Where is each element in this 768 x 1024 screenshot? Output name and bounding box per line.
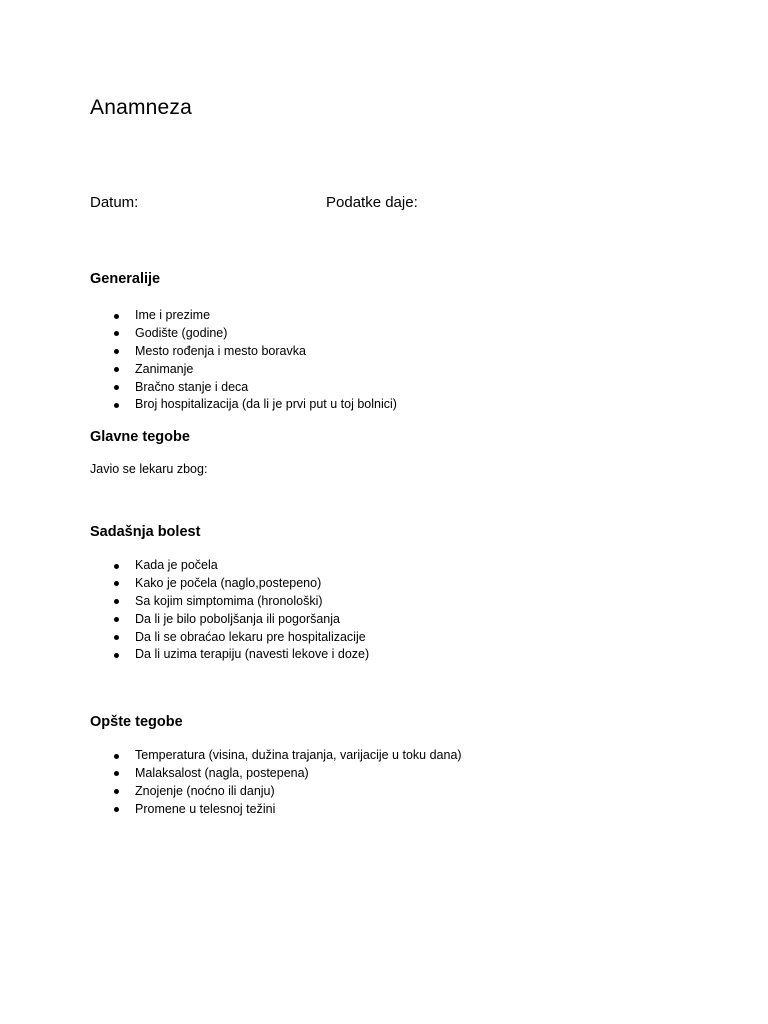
document-title: Anamneza (90, 96, 192, 119)
glavne-tegobe-text: Javio se lekaru zbog: (90, 462, 208, 476)
list-item (90, 646, 369, 664)
list-item-text: Da li se obraćao lekaru pre hospitalizacije (135, 629, 366, 644)
list-item (90, 629, 369, 647)
list-item-text: Da li je bilo poboljšanja ili pogoršanja (135, 611, 340, 626)
bullet-icon (114, 635, 119, 640)
list-item (90, 557, 369, 575)
bullet-icon (114, 599, 119, 604)
bullet-icon (114, 314, 119, 319)
section-heading-generalije: Generalije (90, 271, 161, 287)
list-item-text: Kada je počela (135, 558, 218, 572)
list-item (90, 396, 397, 414)
list-item-text: Da li uzima terapiju (navesti lekove i doze) (135, 647, 370, 662)
list-item-text: Godište (godine) (135, 325, 228, 340)
informant-label: Podatke daje: (326, 194, 418, 211)
list-item-text: Broj hospitalizacija (da li je prvi put u toj bolnici) (135, 397, 397, 412)
list-item-text: Sa kojim simptomima (hronološki) (135, 593, 323, 608)
list-item-text: Zanimanje (135, 361, 194, 376)
list-item (90, 325, 397, 343)
bullet-icon (114, 331, 119, 336)
bullet-icon (114, 564, 119, 569)
list-item (90, 801, 462, 819)
list-item (90, 783, 462, 801)
sadasnja-bolest-list (90, 557, 369, 664)
section-heading-opste-tegobe: Opšte tegobe (90, 714, 183, 730)
list-item (90, 361, 397, 379)
list-item-text: Temperatura (visina, dužina trajanja, varijacije u toku dana) (135, 748, 462, 762)
date-label: Datum: (90, 194, 139, 211)
bullet-icon (114, 367, 119, 372)
bullet-icon (114, 403, 119, 408)
opste-tegobe-list (90, 747, 462, 819)
generalije-list (90, 307, 397, 414)
bullet-icon (114, 385, 119, 390)
list-item-text: Promene u telesnoj težini (135, 801, 276, 816)
list-item (90, 765, 462, 783)
list-item (90, 379, 397, 397)
list-item (90, 747, 462, 765)
list-item-text: Malaksalost (nagla, postepena) (135, 765, 309, 780)
list-item (90, 593, 369, 611)
bullet-icon (114, 581, 119, 586)
section-heading-glavne-tegobe: Glavne tegobe (90, 429, 190, 445)
section-heading-sadasnja-bolest: Sadašnja bolest (90, 524, 201, 540)
list-item-text: Ime i prezime (135, 308, 211, 322)
list-item (90, 611, 369, 629)
list-item-text: Mesto rođenja i mesto boravka (135, 343, 306, 358)
list-item (90, 575, 369, 593)
bullet-icon (114, 771, 119, 776)
list-item (90, 343, 397, 361)
bullet-icon (114, 653, 119, 658)
bullet-icon (114, 754, 119, 759)
list-item (90, 307, 397, 325)
bullet-icon (114, 807, 119, 812)
list-item-text: Bračno stanje i deca (135, 379, 249, 394)
bullet-icon (114, 617, 119, 622)
list-item-text: Znojenje (noćno ili danju) (135, 783, 275, 798)
list-item-text: Kako je počela (naglo,postepeno) (135, 575, 322, 590)
bullet-icon (114, 789, 119, 794)
bullet-icon (114, 349, 119, 354)
